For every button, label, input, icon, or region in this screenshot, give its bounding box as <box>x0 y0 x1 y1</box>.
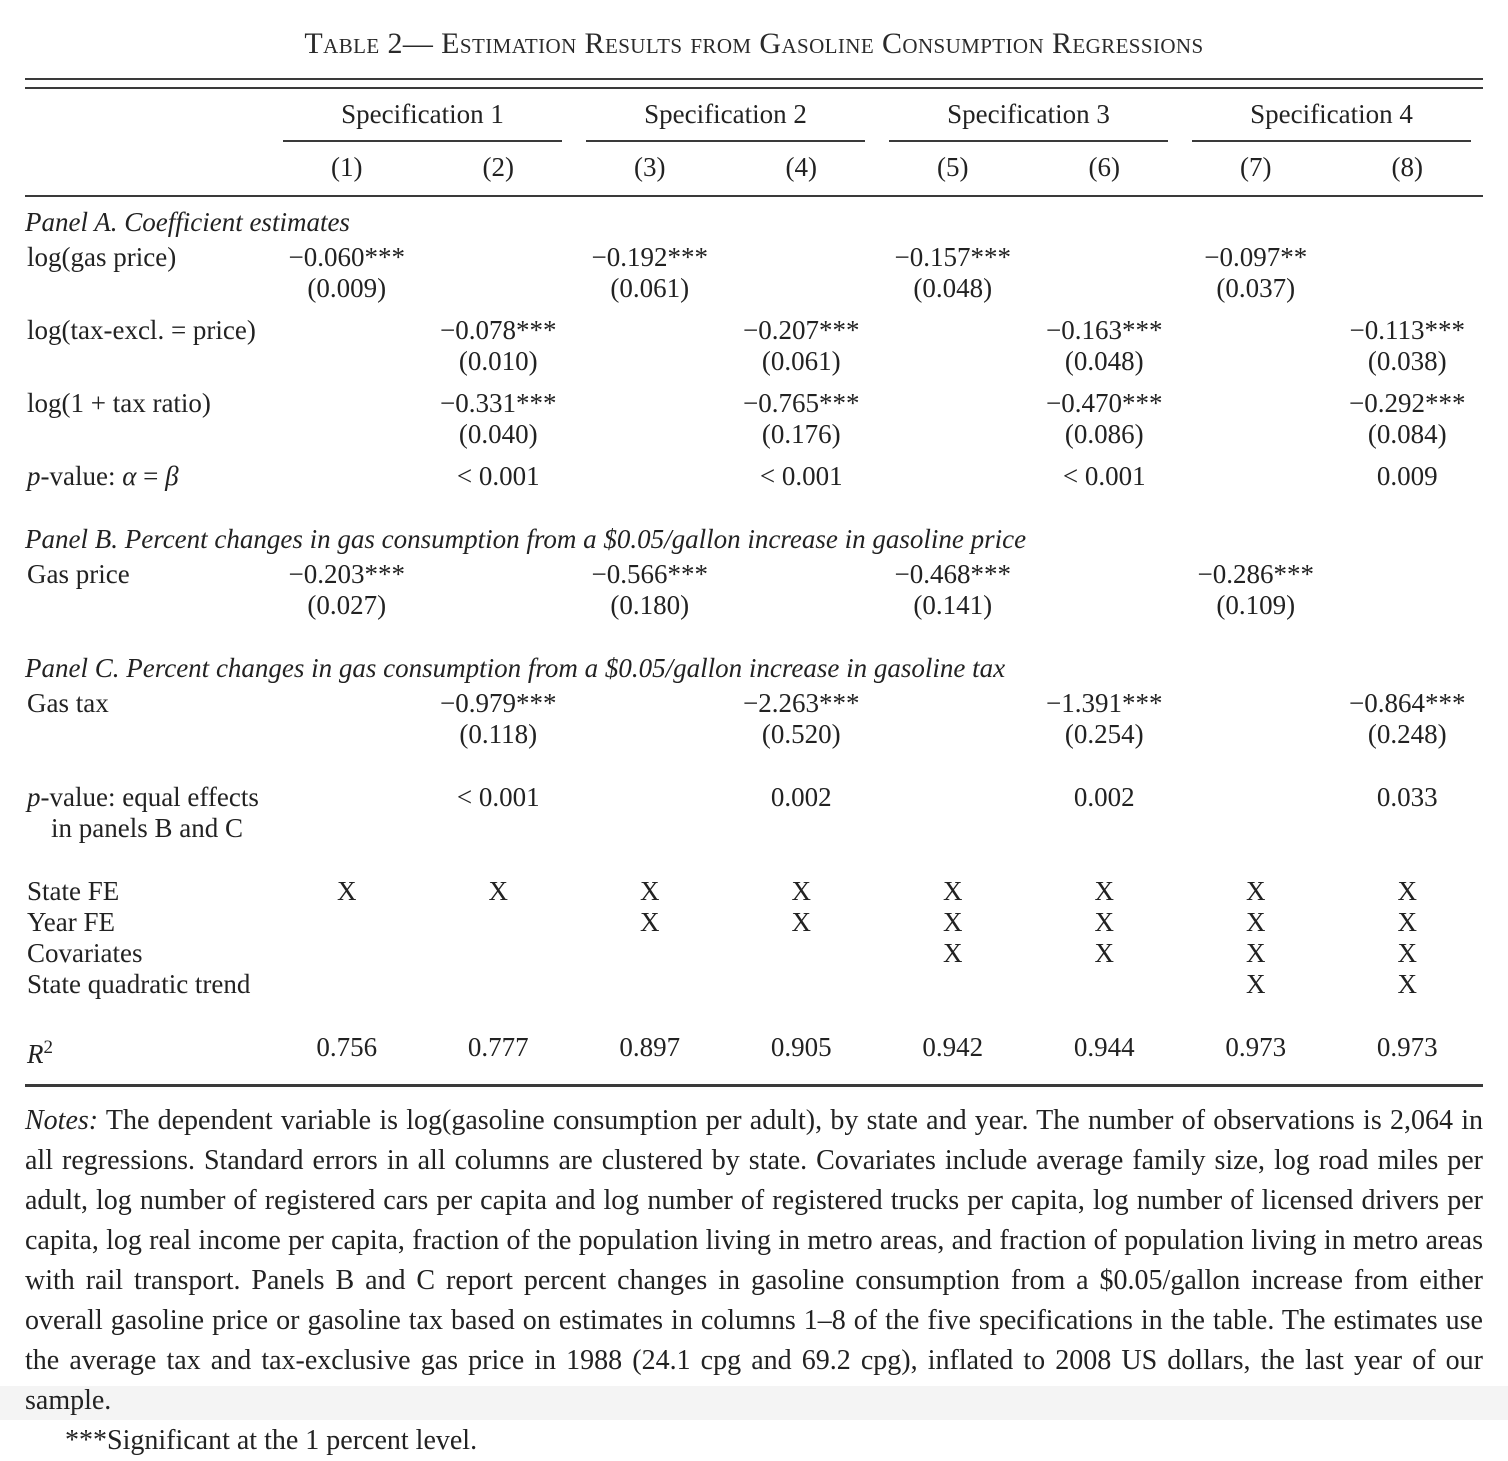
value-cell <box>574 461 726 492</box>
standard-error: (0.180) <box>610 590 690 620</box>
column-number-row <box>25 152 1483 183</box>
estimate-cell <box>574 688 726 750</box>
value-cell: X <box>488 876 508 906</box>
estimate-cell <box>1029 559 1181 621</box>
significance-note: ***Significant at the 1 percent level. <box>65 1425 478 1456</box>
value-cell: X <box>791 907 811 937</box>
top-double-rule <box>25 78 1483 89</box>
value-cell <box>271 969 423 1000</box>
coefficient-value: −0.470*** <box>1046 388 1163 418</box>
coefficient-value: −0.163*** <box>1046 315 1163 345</box>
spec-group-row <box>25 99 1483 142</box>
estimate-cell <box>877 242 1029 304</box>
estimate-cell <box>1180 315 1332 377</box>
value-cell <box>574 782 726 844</box>
value-cell: 0.002 <box>770 782 832 812</box>
table-notes <box>25 1101 1483 1421</box>
table-row-log-1-plus-tax-ratio <box>25 388 1483 450</box>
panel-heading-panel-c: Panel C. Percent changes in gas consumption from a $0.05/gallon increase in gasoline tax <box>25 653 1006 683</box>
standard-error: (0.048) <box>913 273 993 303</box>
table-row-gas-price <box>25 559 1483 621</box>
standard-error: (0.254) <box>1064 719 1144 749</box>
coefficient-value: −0.207*** <box>743 315 860 345</box>
table-title: Table 2— Estimation Results from Gasoline Consumption Regressions <box>304 27 1204 60</box>
row-label: $R^2$ <box>27 1037 53 1069</box>
row-label: p-value: α = β <box>27 461 179 491</box>
header-rule <box>25 195 1483 197</box>
table-row-p-value-equal-effects <box>25 782 1483 844</box>
value-cell: 0.897 <box>619 1032 681 1062</box>
estimate-cell <box>877 315 1029 377</box>
coefficient-value: −0.765*** <box>743 388 860 418</box>
estimate-cell <box>726 688 878 750</box>
column-number-2: (2) <box>482 152 514 182</box>
value-cell: X <box>640 907 660 937</box>
table-row-log-tax-excl-price <box>25 315 1483 377</box>
bottom-rule <box>25 1084 1483 1087</box>
value-cell <box>271 461 423 492</box>
notes-body: The dependent variable is log(gasoline consumption per adult), by state and year. The number of observations is 2,064 in all regressions. Standard errors in all columns are clustered by state. Covariates include average family size, log road miles per adult, log number of registered cars per capita and log number of registered trucks per capita, log number of licensed drivers per capita, log real income per capita, fraction of the population living in metro areas, and fraction of population living in metro areas with rail transport. Panels B and C report percent changes in gasoline consumption from a $0.05/gallon increase from either overall gasoline price or gasoline tax based on estimates in columns 1–8 of the five specifications in the table. The estimates use the average tax and tax-exclusive gas price in 1988 (24.1 cpg and 69.2 cpg), inflated to 2008 US dollars, the last year of our sample. <box>25 1105 1483 1416</box>
coefficient-value: −0.979*** <box>440 688 557 718</box>
row-label: State quadratic trend <box>27 969 251 999</box>
value-cell: X <box>1397 876 1417 906</box>
standard-error: (0.027) <box>307 590 387 620</box>
estimate-cell <box>1332 688 1484 750</box>
spec-group-label-3: Specification 3 <box>889 99 1168 142</box>
value-cell: X <box>943 907 963 937</box>
estimate-cell <box>271 388 423 450</box>
estimate-cell <box>574 242 726 304</box>
row-label: Year FE <box>27 907 116 937</box>
estimate-cell <box>574 315 726 377</box>
spec-group-label-2: Specification 2 <box>586 99 865 142</box>
row-label-line2: in panels B and C <box>51 813 243 843</box>
header-spacer <box>25 152 271 183</box>
value-cell: X <box>337 876 357 906</box>
estimate-cell <box>877 559 1029 621</box>
coefficient-value: −0.157*** <box>894 242 1011 272</box>
value-cell: 0.002 <box>1073 782 1135 812</box>
value-cell: X <box>1246 907 1266 937</box>
estimate-cell <box>271 559 423 621</box>
value-cell: X <box>943 938 963 968</box>
notes-label: Notes: <box>25 1105 99 1136</box>
value-cell: 0.009 <box>1376 461 1438 491</box>
coefficient-value: −0.078*** <box>440 315 557 345</box>
value-cell: < 0.001 <box>456 782 540 812</box>
value-cell <box>423 938 575 969</box>
column-number-7: (7) <box>1240 152 1272 182</box>
estimate-cell <box>726 388 878 450</box>
column-number-1: (1) <box>331 152 363 182</box>
value-cell <box>877 969 1029 1000</box>
value-cell <box>1180 461 1332 492</box>
header-spacer <box>25 99 271 142</box>
spec-group-label-1: Specification 1 <box>283 99 562 142</box>
value-cell: X <box>1397 969 1417 999</box>
table-row-p-value-alpha-beta <box>25 461 1483 492</box>
value-cell: X <box>1094 907 1114 937</box>
value-cell <box>271 938 423 969</box>
estimate-cell <box>1332 315 1484 377</box>
standard-error: (0.010) <box>458 346 538 376</box>
coefficient-value: −0.286*** <box>1197 559 1314 589</box>
estimate-cell <box>423 559 575 621</box>
standard-error: (0.118) <box>459 719 538 749</box>
value-cell: X <box>640 876 660 906</box>
coefficient-value: −1.391*** <box>1046 688 1163 718</box>
value-cell <box>271 907 423 938</box>
value-cell <box>1180 782 1332 844</box>
estimate-cell <box>1180 242 1332 304</box>
value-cell: X <box>791 876 811 906</box>
value-cell: 0.973 <box>1225 1032 1287 1062</box>
coefficient-value: −0.292*** <box>1349 388 1466 418</box>
table-row-state-quadratic-trend <box>25 969 1483 1000</box>
row-label: p-value: equal effects in panels B and C <box>25 782 271 844</box>
estimate-cell <box>1029 388 1181 450</box>
standard-error: (0.038) <box>1367 346 1447 376</box>
value-cell: 0.033 <box>1376 782 1438 812</box>
estimate-cell <box>423 242 575 304</box>
estimate-cell <box>574 559 726 621</box>
estimate-cell <box>877 688 1029 750</box>
estimate-cell <box>1029 688 1181 750</box>
standard-error: (0.061) <box>610 273 690 303</box>
value-cell: X <box>1246 876 1266 906</box>
standard-error: (0.009) <box>307 273 387 303</box>
row-label: Gas price <box>27 559 130 589</box>
value-cell: 0.942 <box>922 1032 984 1062</box>
value-cell: 0.905 <box>770 1032 832 1062</box>
row-label: Covariates <box>27 938 143 968</box>
row-label: log(tax-excl. = price) <box>27 315 256 345</box>
column-number-5: (5) <box>937 152 969 182</box>
table-row-r-squared <box>25 1032 1483 1070</box>
table-body <box>25 207 1483 1070</box>
coefficient-value: −0.203*** <box>288 559 405 589</box>
value-cell <box>423 907 575 938</box>
value-cell <box>271 782 423 844</box>
estimate-cell <box>423 388 575 450</box>
table-row-year-fe <box>25 907 1483 938</box>
standard-error: (0.520) <box>761 719 841 749</box>
estimate-cell <box>877 388 1029 450</box>
value-cell <box>877 461 1029 492</box>
estimate-cell <box>1180 388 1332 450</box>
value-cell: 0.944 <box>1073 1032 1135 1062</box>
standard-error: (0.084) <box>1367 419 1447 449</box>
estimate-cell <box>423 315 575 377</box>
estimate-cell <box>726 242 878 304</box>
coefficient-value: −0.060*** <box>288 242 405 272</box>
value-cell: X <box>1094 876 1114 906</box>
value-cell: 0.973 <box>1376 1032 1438 1062</box>
value-cell: 0.777 <box>467 1032 529 1062</box>
estimate-cell <box>1180 559 1332 621</box>
row-label: Gas tax <box>27 688 109 718</box>
panel-heading-panel-b: Panel B. Percent changes in gas consumption from a $0.05/gallon increase in gasoline price <box>25 524 1027 554</box>
value-cell: X <box>1094 938 1114 968</box>
estimate-cell <box>1029 242 1181 304</box>
coefficient-value: −0.113*** <box>1349 315 1465 345</box>
standard-error: (0.248) <box>1367 719 1447 749</box>
estimate-cell <box>423 688 575 750</box>
coefficient-value: −0.468*** <box>894 559 1011 589</box>
column-number-8: (8) <box>1391 152 1423 182</box>
estimate-cell <box>574 388 726 450</box>
estimate-cell <box>726 315 878 377</box>
value-cell <box>1029 969 1181 1000</box>
value-cell: X <box>1397 938 1417 968</box>
estimate-cell <box>1180 688 1332 750</box>
value-cell <box>726 938 878 969</box>
value-cell <box>423 969 575 1000</box>
standard-error: (0.141) <box>913 590 993 620</box>
standard-error: (0.040) <box>458 419 538 449</box>
row-label: State FE <box>27 876 120 906</box>
coefficient-value: −0.331*** <box>440 388 557 418</box>
table-row-covariates <box>25 938 1483 969</box>
value-cell: X <box>1246 938 1266 968</box>
value-cell: 0.756 <box>316 1032 378 1062</box>
value-cell: X <box>943 876 963 906</box>
coefficient-value: −0.566*** <box>591 559 708 589</box>
column-number-6: (6) <box>1088 152 1120 182</box>
table-row-log-gas-price <box>25 242 1483 304</box>
table-header <box>25 99 1483 183</box>
estimate-cell <box>1332 242 1484 304</box>
estimate-cell <box>271 315 423 377</box>
value-cell <box>726 969 878 1000</box>
value-cell <box>877 782 1029 844</box>
standard-error: (0.176) <box>761 419 841 449</box>
row-label: log(gas price) <box>27 242 177 272</box>
estimate-cell <box>1332 388 1484 450</box>
panel-heading-panel-a: Panel A. Coefficient estimates <box>25 207 350 237</box>
value-cell: X <box>1397 907 1417 937</box>
coefficient-value: −0.864*** <box>1349 688 1466 718</box>
value-cell: < 0.001 <box>456 461 540 491</box>
value-cell <box>574 938 726 969</box>
standard-error: (0.037) <box>1216 273 1296 303</box>
table-row-state-fe <box>25 876 1483 907</box>
column-number-4: (4) <box>785 152 817 182</box>
value-cell <box>574 969 726 1000</box>
standard-error: (0.109) <box>1216 590 1296 620</box>
value-cell: X <box>1246 969 1266 999</box>
value-cell: < 0.001 <box>1062 461 1146 491</box>
value-cell: < 0.001 <box>759 461 843 491</box>
coefficient-value: −2.263*** <box>743 688 860 718</box>
estimate-cell <box>271 688 423 750</box>
coefficient-value: −0.192*** <box>591 242 708 272</box>
coefficient-value: −0.097** <box>1204 242 1308 272</box>
standard-error: (0.086) <box>1064 419 1144 449</box>
standard-error: (0.061) <box>761 346 841 376</box>
column-number-3: (3) <box>634 152 666 182</box>
estimate-cell <box>726 559 878 621</box>
estimate-cell <box>1029 315 1181 377</box>
row-label: log(1 + tax ratio) <box>27 388 211 418</box>
estimate-cell <box>271 242 423 304</box>
spec-group-label-4: Specification 4 <box>1192 99 1471 142</box>
table-row-gas-tax <box>25 688 1483 750</box>
estimate-cell <box>1332 559 1484 621</box>
standard-error: (0.048) <box>1064 346 1144 376</box>
